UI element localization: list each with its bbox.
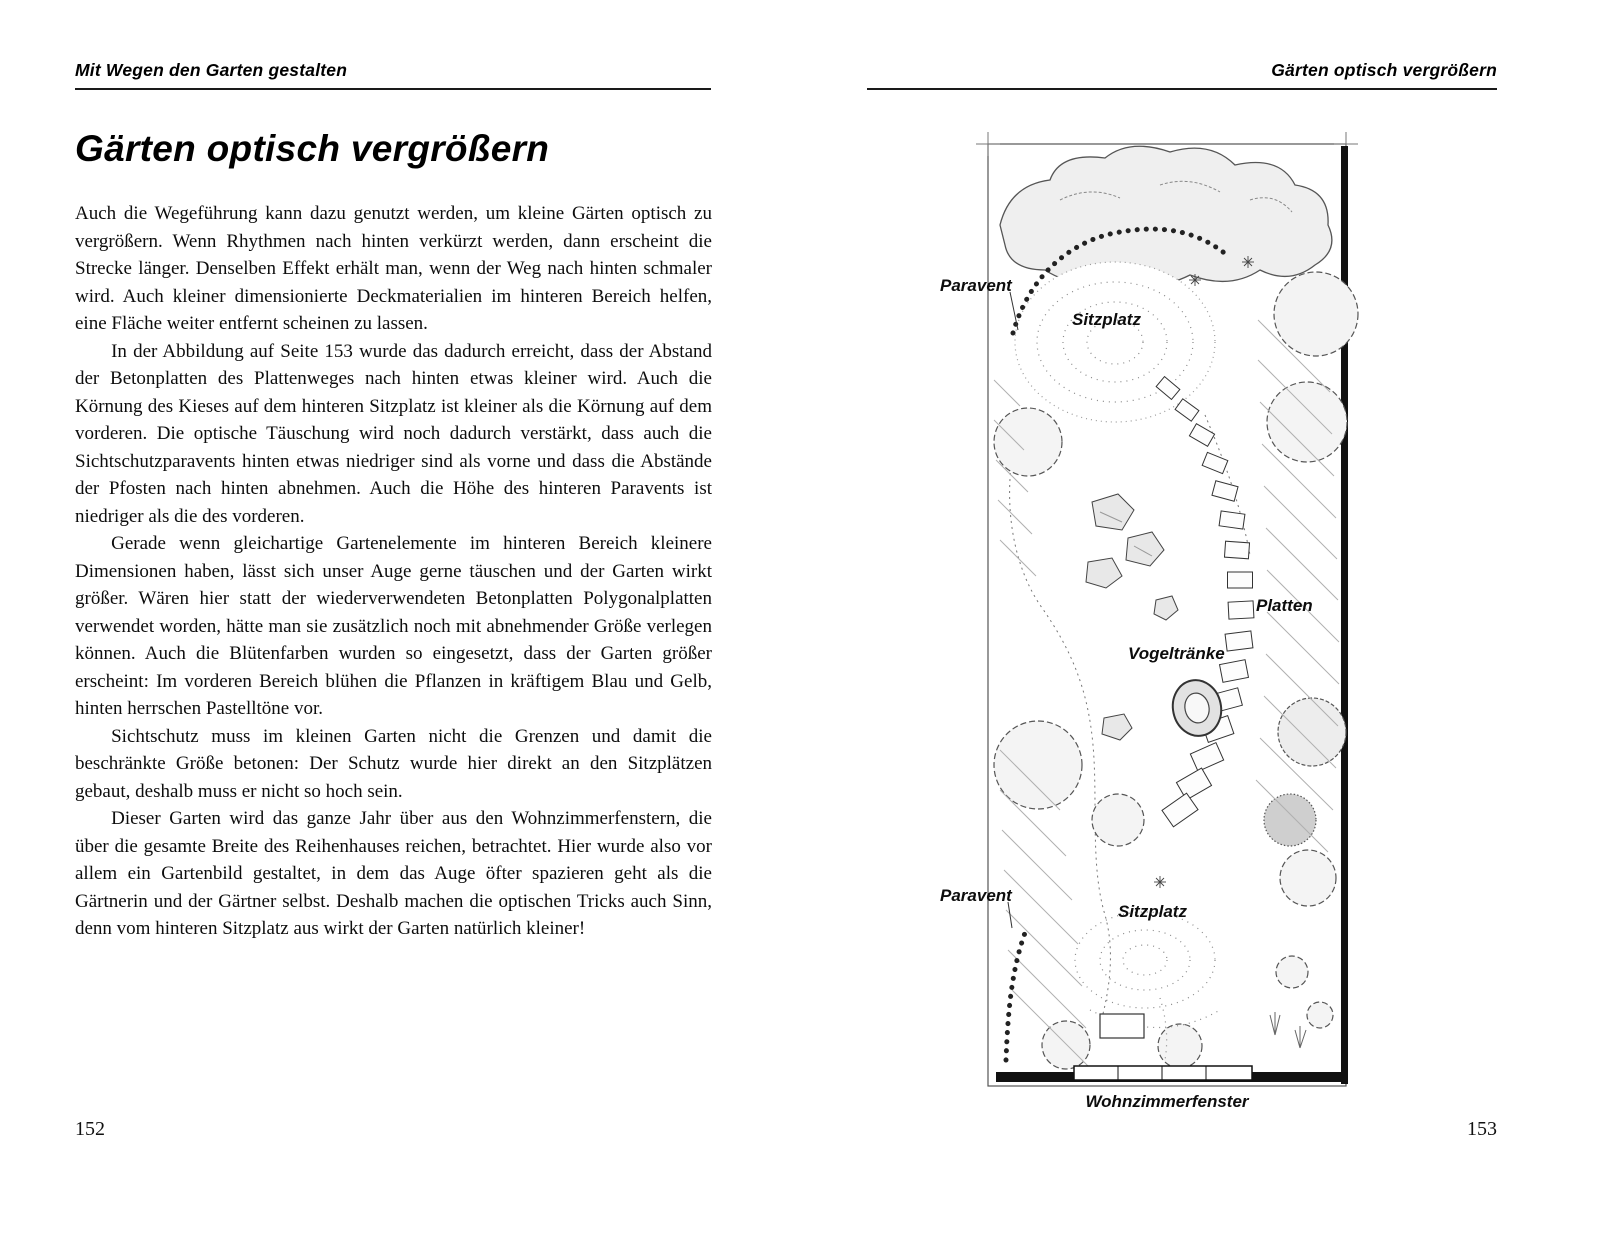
- label-vogeltraenke: Vogeltränke: [1128, 644, 1225, 663]
- right-running-header: Gärten optisch vergrößern: [1271, 60, 1497, 80]
- lower-paravent: [1006, 902, 1026, 1060]
- grass-tufts: [1270, 1012, 1306, 1048]
- garden-plan-figure: [860, 130, 1500, 1120]
- body-text: [75, 200, 712, 943]
- paragraph-5: Dieser Garten wird das ganze Jahr über aus den Wohnzimmerfenstern, die über die gesamte Breite des Reihenhauses reichen, betrachtet. Hier wurde also vor allem ein Gartenbild gestaltet, in dem das Auge öfter spazieren geht als die Gärtnerin und der Gärtner selbst. Deshalb machen die optischen Tricks auch Sinn, denn vom hinteren Sitzplatz aus wirkt der Garten natürlich kleiner!: [75, 808, 712, 939]
- label-wohnzimmerfenster: Wohnzimmerfenster: [1085, 1092, 1249, 1111]
- right-header-rule: [867, 88, 1497, 90]
- paragraph-4: Sichtschutz muss im kleinen Garten nicht die Grenzen und damit die beschränkte Größe betonen: Der Schutz wurde hier direkt an den Sitzplätzen gebaut, deshalb muss er nicht so hoch sein.: [75, 725, 712, 802]
- label-paravent-top: Paravent: [940, 276, 1012, 295]
- paragraph-2: In der Abbildung auf Seite 153 wurde das dadurch erreicht, dass der Abstand der Betonplatten des Plattenweges nach hinten etwas kleiner wird. Auch die Körnung des Kieses auf dem hinteren Sitzplatz ist kleiner als die Körnung auf dem vorderen. Die optische Täuschung wird noch dadurch verstärkt, dass auch die Sichtschutzparavents hinten etwas niedriger sind als vorne und dass die Abstände der Pfosten nach hinten abnehmen. Auch die Höhe des hinteren Paravents ist niedriger als die des vorderen.: [75, 340, 712, 527]
- label-platten: Platten: [1256, 596, 1313, 615]
- left-running-header: Mit Wegen den Garten gestalten: [75, 60, 348, 80]
- upper-sitzplatz-gravel: [1015, 262, 1215, 422]
- right-page-number: 153: [1467, 1118, 1497, 1140]
- left-header-rule: [75, 88, 711, 90]
- label-paravent-bottom: Paravent: [940, 886, 1012, 905]
- garden-table: [1100, 1014, 1144, 1038]
- window-band: [1074, 1066, 1252, 1080]
- label-sitzplatz-bottom: Sitzplatz: [1118, 902, 1187, 921]
- label-sitzplatz-top: Sitzplatz: [1072, 310, 1141, 329]
- paragraph-3: Gerade wenn gleichartige Gartenelemente im hinteren Bereich kleinere Dimensionen haben, lässt sich unser Auge gerne täuschen und der Garten wirkt größer. Wären hier statt der wiederverwendeten Betonplatten Polygonalplatten verwendet worden, hätte man sie zusätzlich noch mit abnehmender Größe verlegen können. Auch die Blütenfarben wurden so eingesetzt, dass der Garten größer erscheint: Im vorderen Bereich blühen die Pflanzen in kräftigem Blau und Gelb, hinten herrschen Pastelltöne vor.: [75, 533, 712, 719]
- left-page-number: 152: [75, 1118, 105, 1140]
- rocks: [1086, 494, 1178, 740]
- chapter-title: Gärten optisch vergrößern: [75, 128, 550, 169]
- paragraph-1: Auch die Wegeführung kann dazu genutzt werden, um kleine Gärten optisch zu vergrößern. Wenn Rhythmen nach hinten verkürzt werden, dann erscheint die Strecke länger. Denselben Effekt erhält man, wenn der Weg nach hinten schmaler wird. Auch kleiner dimensionierte Deckmaterialien im hinteren Bereich helfen, eine Fläche weiter entfernt scheinen zu lassen.: [75, 203, 712, 334]
